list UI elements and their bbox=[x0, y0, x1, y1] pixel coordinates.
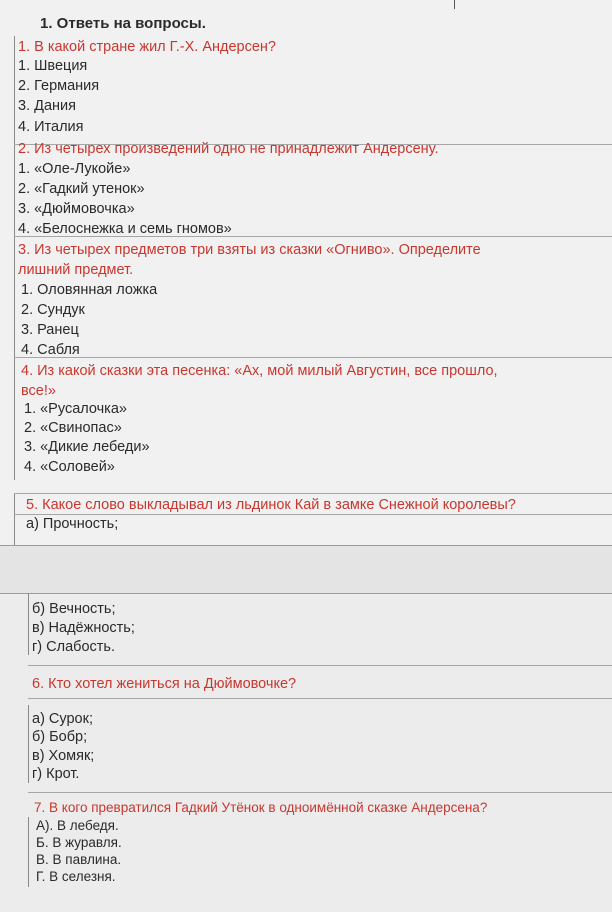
table-left-border bbox=[14, 36, 15, 480]
answer-option: 1. «Русалочка» bbox=[24, 401, 127, 417]
answer-option: 3. Ранец bbox=[21, 322, 79, 338]
answer-option: 1. «Оле-Лукойе» bbox=[18, 161, 131, 177]
answer-option: А). В лебедя. bbox=[36, 818, 119, 833]
top-mark bbox=[454, 0, 455, 9]
row-divider bbox=[14, 493, 612, 494]
page-break-line bbox=[0, 545, 612, 546]
answer-option: 1. Оловянная ложка bbox=[21, 282, 158, 298]
answer-option: а) Прочность; bbox=[26, 516, 119, 532]
answer-option: 1. Швеция bbox=[18, 58, 88, 74]
question-4-line-1: 4. Из какой сказки эта песенка: «Ах, мой милый Августин, все прошло, bbox=[21, 363, 498, 379]
row-divider bbox=[14, 357, 612, 358]
answer-option: в) Хомяк; bbox=[32, 748, 95, 764]
question-1: 1. В какой стране жил Г.-Х. Андерсен? bbox=[18, 39, 276, 55]
answer-option: г) Крот. bbox=[32, 766, 80, 782]
answer-option: Б. В журавля. bbox=[36, 835, 122, 850]
answer-option: 4. «Соловей» bbox=[24, 459, 115, 475]
question-4-line-2: все!» bbox=[21, 383, 56, 399]
table-left-border-lower bbox=[28, 593, 29, 655]
row-divider bbox=[28, 698, 612, 699]
answer-option: В. В павлина. bbox=[36, 852, 122, 867]
question-2: 2. Из четырех произведений одно не принадлежит Андерсену. bbox=[18, 141, 439, 157]
answer-option: в) Надёжность; bbox=[32, 620, 135, 636]
table-left-border-lower bbox=[28, 705, 29, 783]
question-3-line-2: лишний предмет. bbox=[18, 262, 134, 278]
table-left-border-lower bbox=[28, 817, 29, 887]
answer-option: 2. «Гадкий утенок» bbox=[18, 181, 145, 197]
question-6: 6. Кто хотел жениться на Дюймовочке? bbox=[32, 676, 297, 692]
question-7: 7. В кого превратился Гадкий Утёнок в одноимённой сказке Андерсена? bbox=[34, 800, 488, 815]
answer-option: 3. Дания bbox=[18, 98, 76, 114]
table-left-border-q5 bbox=[14, 493, 15, 545]
answer-option: 2. Германия bbox=[18, 78, 100, 94]
page-gap bbox=[0, 545, 612, 593]
answer-option: г) Слабость. bbox=[32, 639, 115, 655]
answer-option: 4. Сабля bbox=[21, 342, 80, 358]
row-divider bbox=[28, 792, 612, 793]
question-5: 5. Какое слово выкладывал из льдинок Кай в замке Снежной королевы? bbox=[26, 497, 516, 513]
row-divider bbox=[28, 665, 612, 666]
answer-option: 2. «Свинопас» bbox=[24, 420, 122, 436]
answer-option: б) Бобр; bbox=[32, 729, 88, 745]
answer-option: 4. «Белоснежка и семь гномов» bbox=[18, 221, 232, 237]
answer-option: 4. Италия bbox=[18, 119, 84, 135]
answer-option: 3. «Дикие лебеди» bbox=[24, 439, 150, 455]
answer-option: 3. «Дюймовочка» bbox=[18, 201, 135, 217]
page-title: 1. Ответь на вопросы. bbox=[40, 15, 206, 32]
answer-option: а) Сурок; bbox=[32, 711, 93, 727]
answer-option: б) Вечность; bbox=[32, 601, 116, 617]
page-break-line bbox=[0, 593, 612, 594]
question-3-line-1: 3. Из четырех предметов три взяты из сказки «Огниво». Определите bbox=[18, 242, 481, 258]
answer-option: Г. В селезня. bbox=[36, 869, 116, 884]
answer-option: 2. Сундук bbox=[21, 302, 85, 318]
